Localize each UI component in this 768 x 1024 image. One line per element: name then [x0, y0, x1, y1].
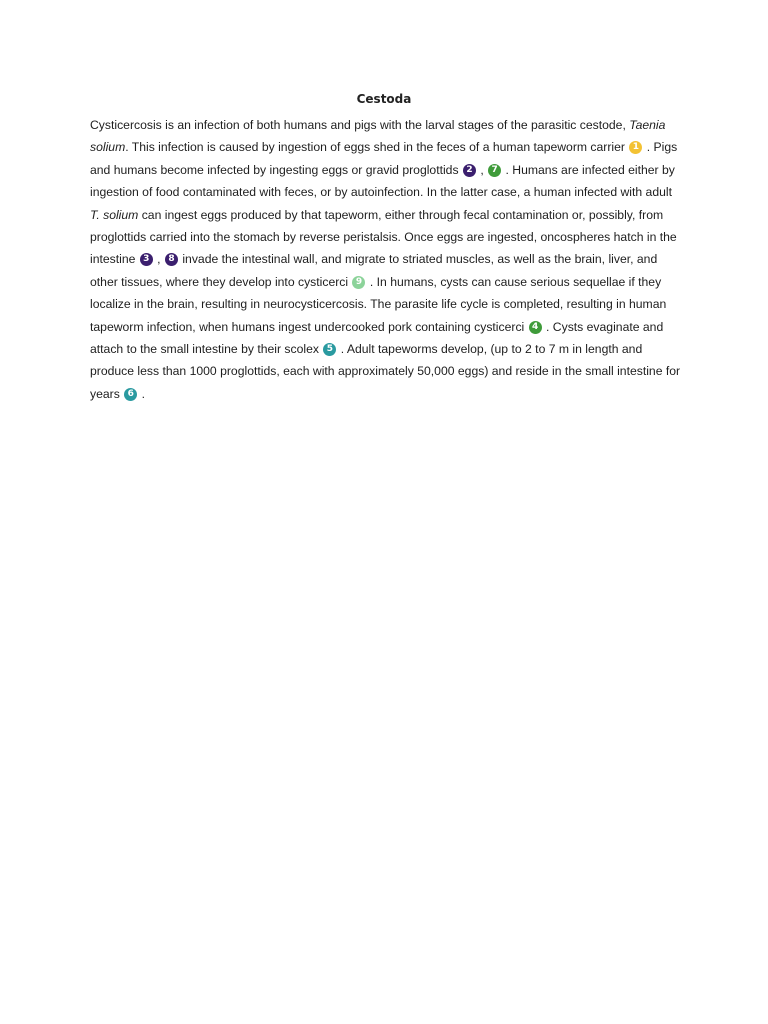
text-segment: . This infection is caused by ingestion of eggs shed in the feces of a human tapeworm carrier [125, 140, 629, 155]
step-badge-8: 8 [165, 253, 178, 266]
text-segment: . Humans are infected either by ingestion of food contaminated with feces, or by autoinfection. In the latter case, a human infected with adult [90, 162, 675, 200]
text-segment: invade the intestinal wall, and migrate to striated muscles, as well as the brain, liver, and other tissues, where they develop into cysticerci [90, 252, 658, 289]
text-segment: . Adult tapeworms develop, (up to 2 to 7 m in length and produce less than 1000 proglottids, each with approximately 50,000 eggs) and reside in the small intestine for years [90, 342, 681, 401]
text-segment: . Cysts evaginate and attach to the small intestine by their scolex [90, 319, 664, 357]
species-name: T. solium [90, 207, 139, 222]
species-name: Taenia solium [90, 118, 666, 155]
step-badge-4: 4 [529, 321, 542, 334]
text-segment: , [476, 162, 488, 177]
step-badge-5: 5 [323, 343, 336, 356]
step-badge-2: 2 [463, 164, 476, 177]
text-segment: can ingest eggs produced by that tapeworm, either through fecal contamination or, possibly, from proglottids carried into the stomach by reverse peristalsis. Once eggs are ingested, oncospheres hatch in the intestine [90, 207, 677, 267]
step-badge-9: 9 [352, 276, 365, 289]
text-segment: . Pigs and humans become infected by ingesting eggs or gravid proglottids [90, 140, 678, 177]
text-segment: . [138, 386, 145, 401]
text-segment: . In humans, cysts can cause serious sequellae if they localize in the brain, resulting in neurocysticercosis. The parasite life cycle is completed, resulting in human tapeworm infection, when humans ingest undercooked pork containing cysticerci [90, 274, 667, 334]
text-segment: , [153, 252, 164, 267]
page-title: Cestoda [356, 92, 412, 106]
step-badge-7: 7 [488, 164, 501, 177]
step-badge-3: 3 [140, 253, 153, 266]
step-badge-6: 6 [124, 388, 137, 401]
text-segment: Cysticercosis is an infection of both humans and pigs with the larval stages of the parasitic cestode, [90, 118, 630, 132]
step-badge-1: 1 [629, 141, 642, 154]
body-paragraph [90, 114, 682, 405]
